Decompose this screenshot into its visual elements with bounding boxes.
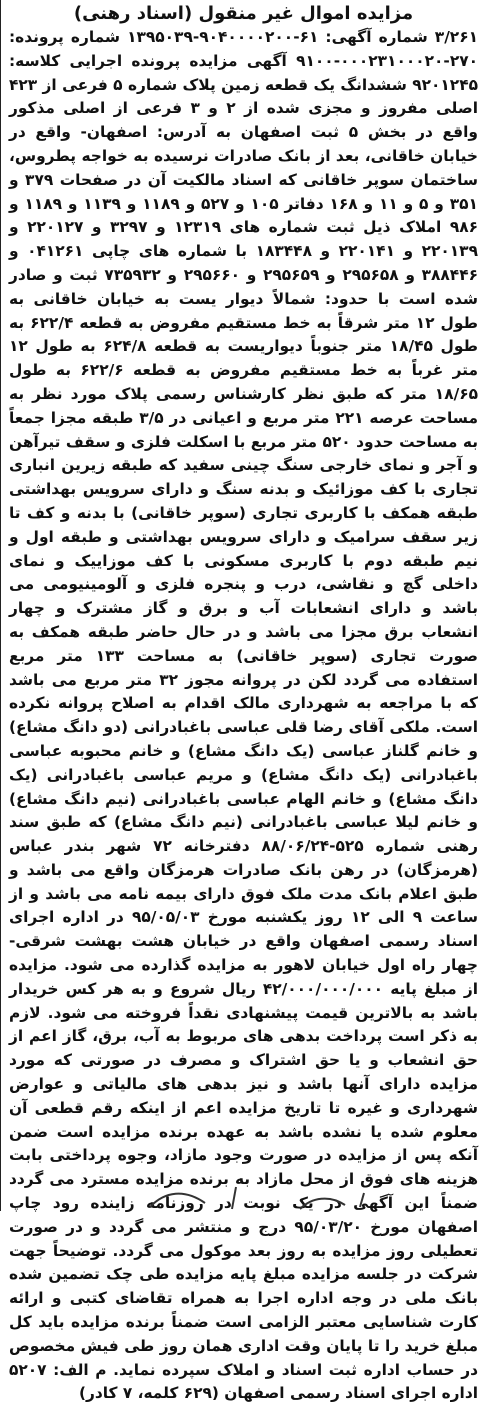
handwritten-mark (0, 1181, 486, 1211)
notice-body: ۳/۲۶۱ شماره آگهی: ۶۱-۹۰۴۰۰۰۰۲۰۰-۱۳۹۵۰۳۹ شماره پرونده: ۲۷۰-۰۰۰۲۳۱۰۰۰۲۰-۹۱۰۰ آگهی مزایده پرونده اجرایی کلاسه: ۹۲۰۱۲۴۵ ششدانگ یک قطعه زمین پلاک شماره ۵ فرعی از ۴۲۳ اصلی مفروز و مجزی شده از ۲ و ۳ فرعی از اصلی مذکور واقع در بخش ۵ ثبت اصفهان به آدرس: اصفهان- واقع در خیابان خاقانی، بعد از بانک صادرات نرسیده به خواجه پطروس، ساختمان سوپر خاقانی که اسناد مالکیت آن در صفحات ۳۷۹ و ۳۵۱ و ۵ و ۱۱ و ۱۶۸ دفاتر ۱۰۵ و ۵۲۷ و ۱۱۸۹ و ۱۱۳۹ و ۱۱۸۹ و ۹۸۶ املاک ذیل ثبت شماره های ۱۲۳۱۹ و ۳۲۹۷ و ۲۲۰۱۲۷ و ۲۲۰۱۳۹ و ۲۲۰۱۴۱ و ۱۸۳۴۴۸ با شماره های چاپی ۰۴۱۲۶۱ و ۳۸۸۴۴۶ و ۲۹۵۶۵۸ و ۲۹۵۶۵۹ و ۲۹۵۶۶۰ و ۷۳۵۹۳۲ ثبت و صادر شده است با حدود: شمالاً دیوار یست به خیابان خاقانی به طول ۱۲ متر شرقاً به خط مستقیم مفروض به قطعه ۶۲۲/۴ به طول ۱۸/۴۵ متر جنوباً دیواریست به قطعه ۶۲۴/۸ به طول ۱۲ متر غرباً به خط مستقیم مفروض به قطعه ۶۲۲/۶ به طول ۱۸/۶۵ متر که طبق نظر کارشناس رسمی پلاک مورد نظر به مساحت عرصه ۲۲۱ متر مربع و اعیانی در ۳/۵ طبقه مجزا جمعاً به مساحت حدود ۵۲۰ متر مربع با اسکلت فلزی و سقف تیرآهن و آجر و نمای خارجی سنگ چینی سفید که طبقه زیرین انباری تجاری با کف موزائیک و بدنه سنگ و دارای سرویس بهداشتی طبقه همکف با کاربری تجاری (سوپر خاقانی) با بدنه و کف تا زیر سقف سرامیک و دارای سرویس بهداشتی و طبقه اول و نیم طبقه دوم با کاربری مسکونی با کف موزاییک و نمای داخلی گچ و نقاشی، درب و پنجره فلزی و آلومینیومی می باشد و دارای انشعابات آب و برق و گاز مشترک و چهار انشعاب برق مجزا می باشد و در حال حاضر طبقه همکف به صورت تجاری (سوپر خاقانی) به مساحت ۱۳۳ متر مربع استفاده می گردد لکن در پروانه مجوز ۳۲ متر مربع می باشد که با مراجعه به شهرداری مالک اقدام به اصلاح پروانه نکرده است. ملکی آقای رضا قلی عباسی باغبادرانی (دو دانگ مشاع) و خانم گلناز عباسی (یک دانگ مشاع) و خانم محبوبه عباسی باغبادرانی (یک دانگ مشاع) و مریم عباسی باغبادرانی (یک دانگ مشاع) و خانم الهام عباسی باغبادرانی (نیم دانگ مشاع) و خانم لیلا عباسی باغبادرانی (نیم دانگ مشاع) که طبق سند رهنی شماره ۵۲۵-۸۸/۰۶/۲۴ دفترخانه ۷۲ شهر بندر عباس (هرمزگان) در رهن بانک صادرات هرمزگان واقع می باشد و طبق اعلام بانک مدت ملک فوق دارای بیمه نامه می باشد و از ساعت ۹ الی ۱۲ روز یکشنبه مورخ ۹۵/۰۵/۰۳ در اداره اجرای اسناد رسمی اصفهان واقع در خیابان هشت بهشت شرقی- چهار راه اول خیابان لاهور به مزایده گذارده می شود. مزایده از مبلغ پایه ۴۲/۰۰۰/۰۰۰/۰۰۰ ریال شروع و به هر کس خریدار باشد به بالاترین قیمت پیشنهادی نقداً فروخته می شود. لازم به ذکر است پرداخت بدهی های مربوط به آب، برق، گاز اعم از حق انشعاب و یا حق اشتراک و مصرف در صورتی که مورد مزایده دارای آنها باشد و نیز بدهی های مالیاتی و عوارض شهرداری و غیره تا تاریخ مزایده اعم از اینکه رقم قطعی آن معلوم شده یا نشده باشد به عهده برنده مزایده است ضمن آنکه پس از مزایده در صورت وجود مازاد، وجوه پرداختی بابت هزینه های فوق از محل مازاد به برنده مزایده مسترد می گردد ضمناً این آگهی در یک نوبت در روزنامه زاینده رود چاپ اصفهان مورخ ۹۵/۰۳/۲۰ درج و منتشر می گردد و در صورت تعطیلی روز مزایده به روز بعد موکول می گردد. توضیحاً جهت شرکت در جلسه مزایده مبلغ پایه مزایده طی چک تضمین شده بانک ملی در وجه اداره اجرا به همراه تقاضای کتبی و ارائه کارت شناسایی معتبر الزامی است ضمناً برنده مزایده باید کل مبلغ خرید را تا پایان وقت اداری همان روز طی فیش مخصوص در حساب اداره ثبت اسناد و املاک سپرده نماید. م الف: ۵۲۰۷ اداره اجرای اسناد رسمی اصفهان (۶۲۹ کلمه، ۷ کادر) (9, 28, 479, 1403)
notice-title: مزایده اموال غیر منقول (اسناد رهنی) (73, 3, 414, 24)
